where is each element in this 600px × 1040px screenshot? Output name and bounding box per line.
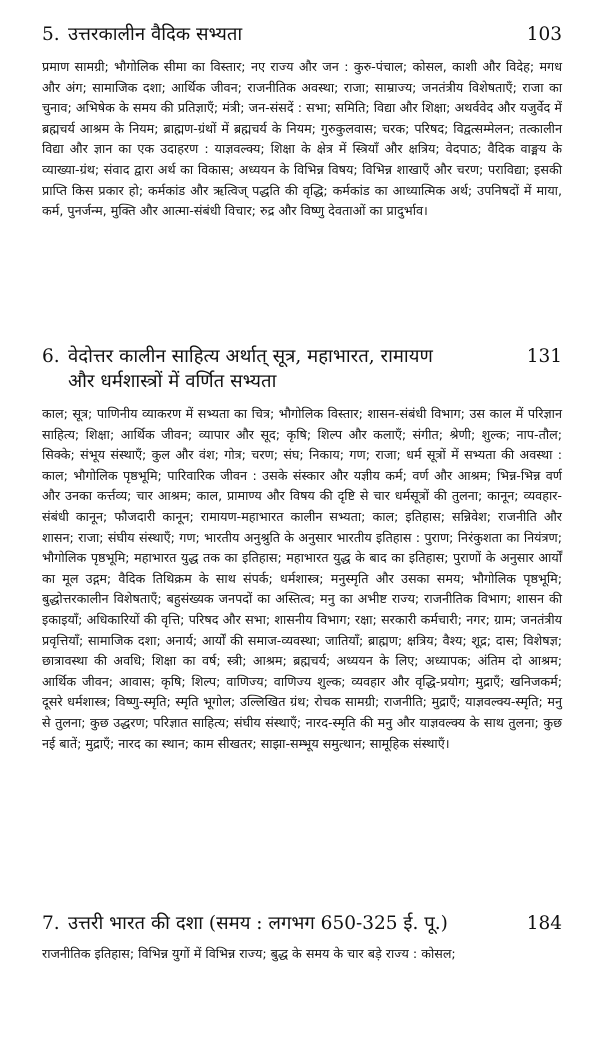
section-number: 5.	[42, 24, 60, 45]
section-title-line: उत्तरी भारत की दशा (समय : लगभग 650-325 ई. पू.)	[68, 913, 448, 934]
section-number: 7.	[42, 913, 60, 934]
section-page-number: 131	[526, 346, 562, 367]
section-heading-row	[42, 911, 562, 936]
section-page-number: 103	[526, 24, 562, 45]
section-heading	[42, 22, 242, 47]
section-topics: प्रमाण सामग्री; भौगोलिक सीमा का विस्तार; नए राज्य और जन : कुरु-पंचाल; कोसल, काशी और विदेह; मगध और अंग; सामाजिक दशा; आर्थिक जीवन; राजनीतिक अवस्था; राजा; साम्राज्य; जनतंत्रीय विशेषताएँ; राजा का चुनाव; अभिषेक के समय की प्रतिज्ञाएँ; मंत्री; जन-संसदें : सभा; समिति; विद्या और शिक्षा; अथर्ववेद और यजुर्वेद में ब्रह्मचर्य आश्रम के नियम; ब्राह्मण-ग्रंथों में ब्रह्मचर्य के नियम; गुरुकुलवास; चरक; परिषद; विद्वत्सम्मेलन; तत्कालीन विद्या और ज्ञान का एक उदाहरण : याज्ञवल्क्य; शिक्षा के क्षेत्र में स्त्रियाँ और क्षत्रिय; वेदपाठ; वैदिक वाङ्मय के व्याख्या-ग्रंथ; संवाद द्वारा अर्थ का विकास; अध्ययन के विभिन्न विषय; विभिन्न शाखाएँ और चरण; पराविद्या; इसकी प्राप्ति किस प्रकार हो; कर्मकांड और ऋत्विज् पद्धति की वृद्धि; कर्मकांड का आध्यात्मिक अर्थ; उपनिषदों में माया, कर्म, पुनर्जन्म, मुक्ति और आत्मा-संबंधी विचार; रुद्र और विष्णु देवताओं का प्रादुर्भाव।	[42, 59, 562, 219]
section-title-line: उत्तरकालीन वैदिक सभ्यता	[68, 24, 243, 45]
contents-section-7	[42, 911, 562, 965]
contents-section-6	[42, 344, 562, 907]
section-number: 6.	[42, 346, 60, 367]
section-heading	[42, 344, 433, 394]
section-heading	[42, 911, 448, 936]
section-page-number: 184	[526, 913, 562, 934]
section-title-line: और धर्मशास्त्रों में वर्णित सभ्यता	[68, 371, 277, 392]
section-title	[68, 911, 448, 936]
section-heading-row	[42, 344, 562, 394]
section-topics: काल; सूत्र; पाणिनीय व्याकरण में सभ्यता का चित्र; भौगोलिक विस्तार; शासन-संबंधी विभाग; उस काल में परिज्ञान साहित्य; शिक्षा; आर्थिक जीवन; व्यापार और सूद; कृषि; शिल्प और कलाएँ; संगीत; श्रेणी; शुल्क; नाप-तौल; सिक्के; संभूय संस्थाएँ; कुल और वंश; गोत्र; चरण; संघ; निकाय; गण; राजा; धर्म सूत्रों में सभ्यता की अवस्था : काल; भौगोलिक पृष्ठभूमि; पारिवारिक जीवन : उसके संस्कार और यज्ञीय कर्म; वर्ण और आश्रम; भिन्न-भिन्न वर्ण और उनका कर्त्तव्य; चार आश्रम; काल, प्रामाण्य और विषय की दृष्टि से चार धर्मसूत्रों की तुलना; कानून; व्यवहार-संबंधी कानून; फौजदारी कानून; रामायण-महाभारत कालीन सभ्यता; काल; इतिहास; सन्निवेश; राजनीति और शासन; राजा; संघीय संस्थाएँ; गण; भारतीय अनुश्रुति के अनुसार भारतीय इतिहास : पुराण; निरंकुशता का नियंत्रण; भौगोलिक पृष्ठभूमि; महाभारत युद्ध तक का इतिहास; महाभारत युद्ध के बाद का इतिहास; पुराणों के अनुसार आर्यों का मूल उद्गम; वैदिक तिथिक्रम के साथ संपर्क; धर्मशास्त्र; मनुस्मृति और उसका समय; भौगोलिक पृष्ठभूमि; बुद्धोत्तरकालीन विशेषताएँ; बहुसंख्यक जनपदों का अस्तित्व; मनु का अभीष्ट राज्य; राजनीतिक विभाग; शासन की इकाइयाँ; अधिकारियों की वृत्ति; परिषद और सभा; शासनीय विभाग; रक्षा; सरकारी कर्मचारी; नगर; ग्राम; जनतंत्रीय प्रवृत्तियाँ; सामाजिक दशा; अनार्य; आर्यों की समाज-व्यवस्था; जातियाँ; ब्राह्मण; क्षत्रिय; वैश्य; शूद्र; दास; विशेषज्ञ; छात्रावस्था की अवधि; शिक्षा का वर्ष; स्त्री; आश्रम; ब्रह्मचर्य; अध्ययन के लिए; अध्यापक; अंतिम दो आश्रम; आर्थिक जीवन; आवास; कृषि; शिल्प; वाणिज्य; वाणिज्य शुल्क; व्यवहार और वृद्धि-प्रयोग; मुद्राएँ; खनिजकर्म; दूसरे धर्मशास्त्र; विष्णु-स्मृति; स्मृति भूगोल; उल्लिखित ग्रंथ; रोचक सामग्री; राजनीति; मुद्राएँ; याज्ञवल्क्य-स्मृति; मनु से तुलना; कुछ उद्धरण; परिज्ञात साहित्य; संघीय संस्थाएँ; नारद-स्मृति की मनु और याज्ञवल्क्य के साथ तुलना; कुछ नई बातें; मुद्राएँ; नारद का स्थान; काम सीखतर; साझा-सम्भूय समुत्थान; सामूहिक संस्थाएँ।	[42, 406, 562, 751]
section-title	[68, 344, 433, 394]
contents-section-5	[42, 22, 562, 340]
section-topics: राजनीतिक इतिहास; विभिन्न युगों में विभिन्न राज्य; बुद्ध के समय के चार बड़े राज्य : कोसल;	[42, 946, 456, 961]
section-title-line: वेदोत्तर कालीन साहित्य अर्थात् सूत्र, महाभारत, रामायण	[68, 346, 433, 367]
section-heading-row	[42, 22, 562, 47]
section-title	[68, 22, 242, 47]
